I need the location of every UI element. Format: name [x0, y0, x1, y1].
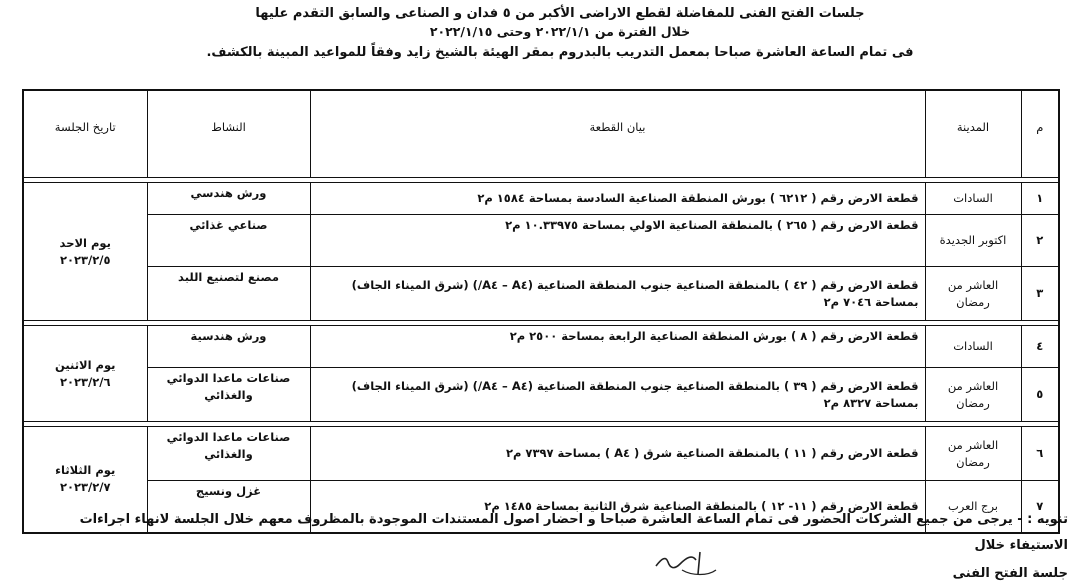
header-plot: بيان القطعة	[310, 90, 925, 178]
table-row	[23, 183, 1059, 215]
row-city: السادات	[925, 326, 1021, 368]
row-activity: صناعي غذائي	[147, 215, 310, 267]
row-activity: غزل ونسيج	[147, 481, 310, 533]
session-day: يوم الثلاثاء	[55, 463, 116, 478]
header-venue: فى تمام الساعة العاشرة صباحا بمعمل التدريب بالبدروم بمقر الهيئة بالشيخ زايد وفقاً للمواعيد المبينة بالكشف.	[206, 45, 914, 60]
row-num: ٥	[1021, 368, 1059, 422]
header-title: جلسات الفتح الفنى للمفاضلة لقطع الاراضى الأكبر من ٥ فدان و الصناعى والسابق التقدم عليها	[255, 6, 865, 21]
note-text: تنويه : - يرجى من جميع الشركات الحضور فى تمام الساعة العاشرة صباحا و احضار اصول المستندات الموجودة بالمظروف معهم خلال الجلسة لانهاء اجراءات الاستيفاء خلال	[79, 512, 1068, 553]
row-city: برج العرب	[925, 481, 1021, 533]
row-activity: صناعات ماعدا الدوائي والغذائي	[147, 427, 310, 481]
signature-scribble	[652, 548, 718, 580]
session-date-cell	[23, 183, 147, 321]
table-row	[23, 215, 1059, 267]
session-date: ٢٠٢٣/٢/٥	[59, 252, 111, 267]
header-num: م	[1021, 90, 1059, 178]
row-plot: قطعة الارض رقم ( ٤٢ ) بالمنطقة الصناعية جنوب المنطقة الصناعية (A٤ – A٤/) (شرق الميناء الجاف) بمساحة ٧٠٤٦ م٢	[310, 267, 925, 321]
document-header	[200, 4, 920, 63]
row-num: ٣	[1021, 267, 1059, 321]
session-day: يوم الاثنين	[54, 357, 116, 372]
row-city: السادات	[925, 183, 1021, 215]
row-activity: صناعات ماعدا الدوائي والغذائي	[147, 368, 310, 422]
session-day: يوم الاحد	[59, 235, 111, 250]
row-plot: قطعة الارض رقم ( ٢٦٥ ) بالمنطقة الصناعية الاولي بمساحة ١٠.٣٣٩٧٥ م٢	[310, 215, 925, 267]
row-activity: ورش هندسي	[147, 183, 310, 215]
footer-note	[30, 507, 1068, 587]
row-city: العاشر من رمضان	[925, 427, 1021, 481]
row-plot: قطعة الارض رقم ( ٦٢١٢ ) بورش المنطقة الصناعية السادسة بمساحة ١٥٨٤ م٢	[310, 183, 925, 215]
row-city: العاشر من رمضان	[925, 368, 1021, 422]
table-row	[23, 368, 1059, 422]
row-plot: قطعة الارض رقم ( ١١- ١٢ ) بالمنطقة الصناعية شرق الثانية بمساحة ١٤٨٥ م٢	[310, 481, 925, 533]
header-city: المدينة	[925, 90, 1021, 178]
table-row	[23, 326, 1059, 368]
note-continuation: جلسة الفتح الفنى	[952, 566, 1068, 581]
row-plot: قطعة الارض رقم ( ٨ ) بورش المنطقة الصناعية الرابعة بمساحة ٢٥٠٠ م٢	[310, 326, 925, 368]
header-activity: النشاط	[147, 90, 310, 178]
row-num: ٧	[1021, 481, 1059, 533]
header-session-date: تاريخ الجلسة	[23, 90, 147, 178]
row-plot: قطعة الارض رقم ( ١١ ) بالمنطقة الصناعية شرق ( A٤ ) بمساحة ٧٣٩٧ م٢	[310, 427, 925, 481]
row-num: ٢	[1021, 215, 1059, 267]
row-activity: مصنع لتصنيع اللبد	[147, 267, 310, 321]
header-period: خلال الفترة من ٢٠٢٢/١/١ وحتى ٢٠٢٢/١/١٥	[429, 24, 691, 39]
table-header-row	[23, 90, 1059, 178]
row-num: ١	[1021, 183, 1059, 215]
session-date: ٢٠٢٣/٢/٧	[59, 480, 111, 495]
row-num: ٦	[1021, 427, 1059, 481]
table-row	[23, 267, 1059, 321]
row-num: ٤	[1021, 326, 1059, 368]
session-date-cell	[23, 326, 147, 422]
sessions-table	[22, 89, 1060, 534]
row-plot: قطعة الارض رقم ( ٣٩ ) بالمنطقة الصناعية جنوب المنطقة الصناعية (A٤ – A٤/) (شرق الميناء الجاف) بمساحة ٨٣٢٧ م٢	[310, 368, 925, 422]
table-row	[23, 427, 1059, 481]
row-activity: ورش هندسية	[147, 326, 310, 368]
session-date: ٢٠٢٣/٢/٦	[59, 374, 111, 389]
row-city: العاشر من رمضان	[925, 267, 1021, 321]
row-city: اكتوبر الجديدة	[925, 215, 1021, 267]
